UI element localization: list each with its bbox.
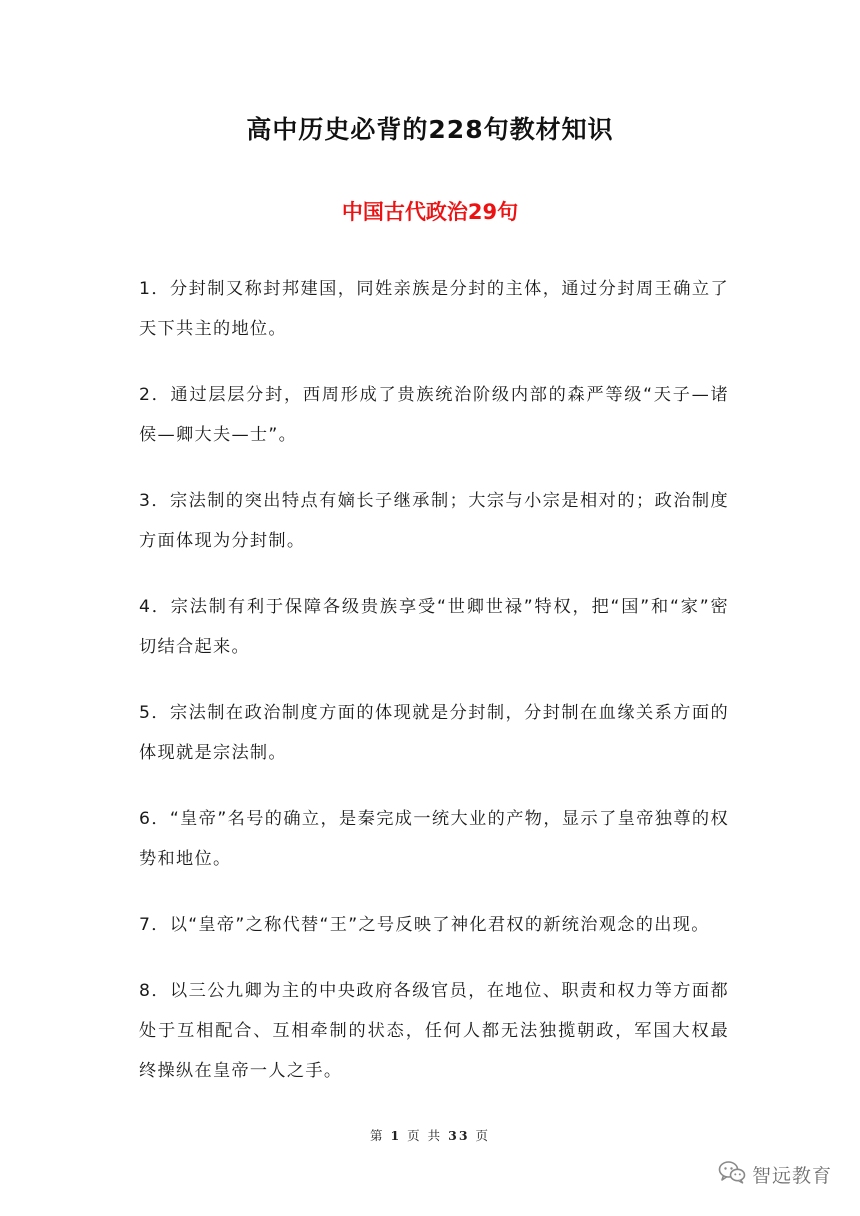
footer-middle: 页 共 (407, 1128, 443, 1143)
knowledge-list (139, 252, 729, 1117)
current-page-number: 1 (390, 1128, 402, 1143)
footer-prefix: 第 (369, 1128, 385, 1143)
knowledge-item: 3．宗法制的突出特点有嫡长子继承制；大宗与小宗是相对的；政治制度方面体现为分封制。 (139, 491, 729, 552)
knowledge-item: 5．宗法制在政治制度方面的体现就是分封制，分封制在血缘关系方面的体现就是宗法制。 (139, 703, 729, 764)
page-footer (0, 1126, 860, 1144)
wechat-icon (718, 1160, 746, 1188)
knowledge-item: 1．分封制又称封邦建国，同姓亲族是分封的主体，通过分封周王确立了天下共主的地位。 (139, 279, 729, 340)
footer-suffix: 页 (475, 1128, 491, 1143)
watermark-text: 智远教育 (751, 1164, 832, 1187)
watermark (718, 1160, 832, 1188)
page-title: 高中历史必背的228句教材知识 (246, 115, 614, 144)
knowledge-item: 7．以“皇帝”之称代替“王”之号反映了神化君权的新统治观念的出现。 (139, 915, 710, 936)
total-pages-number: 33 (448, 1128, 470, 1143)
knowledge-item: 6．“皇帝”名号的确立，是秦完成一统大业的产物，显示了皇帝独尊的权势和地位。 (139, 809, 729, 870)
knowledge-item: 2．通过层层分封，西周形成了贵族统治阶级内部的森严等级“天子—诸侯—卿大夫—士”。 (139, 385, 729, 446)
section-heading: 中国古代政治29句 (341, 200, 519, 224)
knowledge-item: 4．宗法制有利于保障各级贵族享受“世卿世禄”特权，把“国”和“家”密切结合起来。 (139, 597, 729, 658)
knowledge-item: 8．以三公九卿为主的中央政府各级官员，在地位、职责和权力等方面都处于互相配合、互相牵制的状态，任何人都无法独揽朝政，军国大权最终操纵在皇帝一人之手。 (139, 981, 729, 1082)
